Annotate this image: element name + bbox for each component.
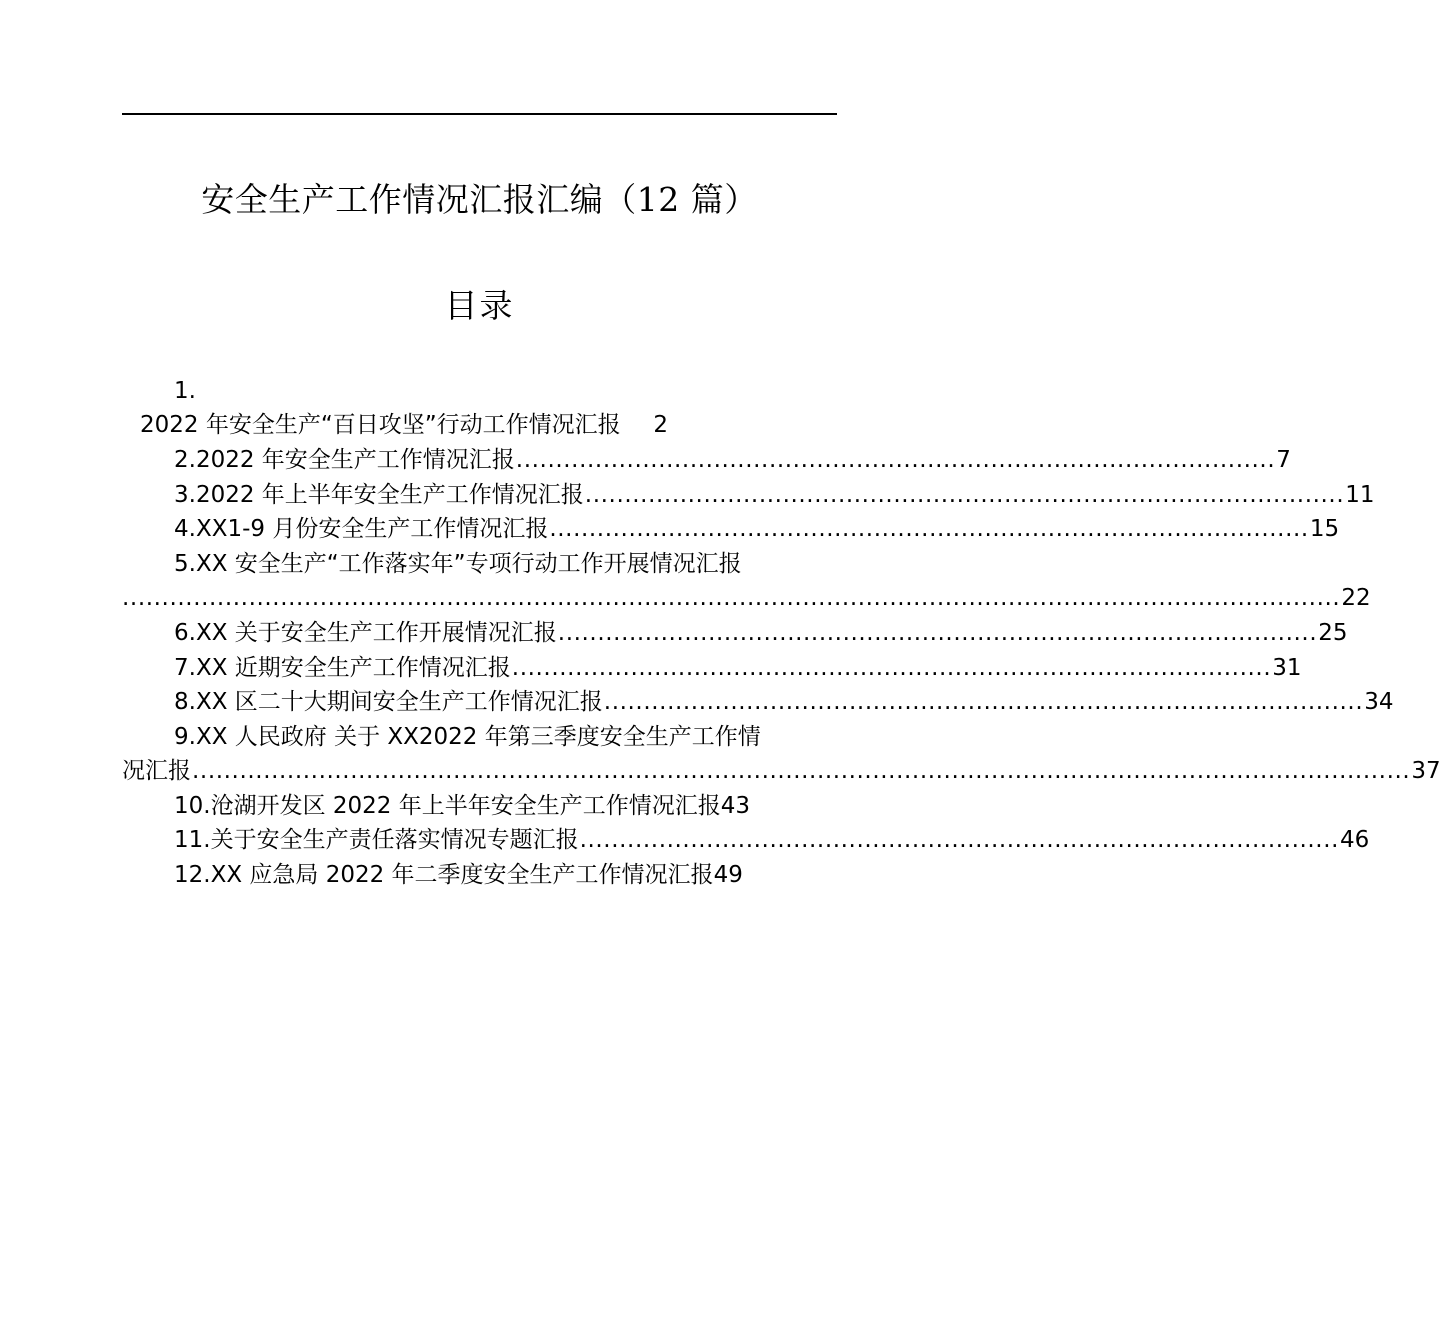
toc-entry-text: 2.2022 年安全生产工作情况汇报 [174, 447, 515, 473]
title-main: 安全生产工作情况汇报汇编（ [201, 180, 637, 219]
toc-entry-6[interactable] [174, 616, 1348, 650]
toc-leader-dots: ................................................................................................ [584, 482, 1345, 508]
toc-entry-1-line2[interactable] [140, 408, 668, 442]
toc-entry-3[interactable] [174, 478, 1375, 512]
toc-leader-dots: .......................................................................................................................................................... [192, 758, 1411, 784]
toc-entry-8[interactable] [174, 685, 1394, 719]
toc-heading: 目录 [444, 286, 515, 325]
toc-entry-page: 43 [720, 793, 751, 819]
toc-leader-dots: .......................................................................................................................................................... [122, 585, 1341, 611]
toc-entry-text: 7.XX 近期安全生产工作情况汇报 [174, 655, 511, 681]
toc-entry-page: 7 [1276, 447, 1291, 473]
toc-entry-page: 46 [1340, 827, 1370, 853]
toc-entry-page: 25 [1318, 620, 1348, 646]
toc-leader-dots: ................................................................................................ [515, 447, 1276, 473]
toc-entry-text: 11.关于安全生产责任落实情况专题汇报 [174, 827, 579, 853]
toc-entry-text: 9.XX 人民政府 关于 XX2022 年第三季度安全生产工作情 [174, 724, 761, 750]
header-rule [122, 113, 837, 115]
toc-entry-5-line1[interactable] [174, 547, 742, 581]
toc-entry-text: 10.沧湖开发区 2022 年上半年安全生产工作情况汇报 [174, 793, 721, 819]
toc-entry-9-line1[interactable] [174, 720, 761, 754]
toc-entry-text: 1. [174, 378, 196, 404]
toc-entry-10[interactable] [174, 789, 750, 823]
title-suffix: 篇） [679, 180, 758, 219]
toc-entry-text: 5.XX 安全生产“工作落实年”专项行动工作开展情况汇报 [174, 551, 742, 577]
toc-entry-page: 31 [1272, 655, 1302, 681]
toc-entry-12[interactable] [174, 858, 743, 892]
toc-entry-11[interactable] [174, 823, 1370, 857]
toc-entry-4[interactable] [174, 512, 1340, 546]
toc-entry-page: 37 [1411, 758, 1441, 784]
toc-entry-1-line1[interactable] [174, 374, 196, 408]
toc-entry-page: 22 [1341, 585, 1371, 611]
toc-leader-dots: ................................................................................................ [549, 516, 1309, 542]
document-title [122, 176, 837, 224]
toc-entry-text: 6.XX 关于安全生产工作开展情况汇报 [174, 620, 557, 646]
toc-entry-2[interactable] [174, 443, 1291, 477]
toc-entry-page: 34 [1364, 689, 1394, 715]
toc-entry-9-line2[interactable] [122, 754, 1441, 788]
toc-entry-text: 2022 年安全生产“百日攻坚”行动工作情况汇报 [140, 412, 621, 438]
toc-entry-page: 15 [1309, 516, 1340, 542]
toc-leader-dots: ................................................................................................ [557, 620, 1318, 646]
toc-entry-text: 4.XX1-9 月份安全生产工作情况汇报 [174, 516, 549, 542]
toc-leader-dots: ................................................................................................ [511, 655, 1272, 681]
title-count: 12 [636, 180, 680, 219]
toc-entry-text: 况汇报 [122, 758, 191, 784]
toc-entry-7[interactable] [174, 651, 1302, 685]
toc-entry-5-line2[interactable] [122, 581, 1371, 615]
toc-entry-page: 11 [1345, 482, 1375, 508]
toc-leader-dots: ................................................................................................ [579, 827, 1340, 853]
toc-leader-dots: ................................................................................................ [603, 689, 1364, 715]
toc-entry-page: 49 [713, 862, 743, 888]
toc-entry-text: 12.XX 应急局 2022 年二季度安全生产工作情况汇报 [174, 862, 714, 888]
toc-entry-text: 8.XX 区二十大期间安全生产工作情况汇报 [174, 689, 603, 715]
toc-entry-page: 2 [653, 412, 668, 438]
toc-entry-text: 3.2022 年上半年安全生产工作情况汇报 [174, 482, 584, 508]
